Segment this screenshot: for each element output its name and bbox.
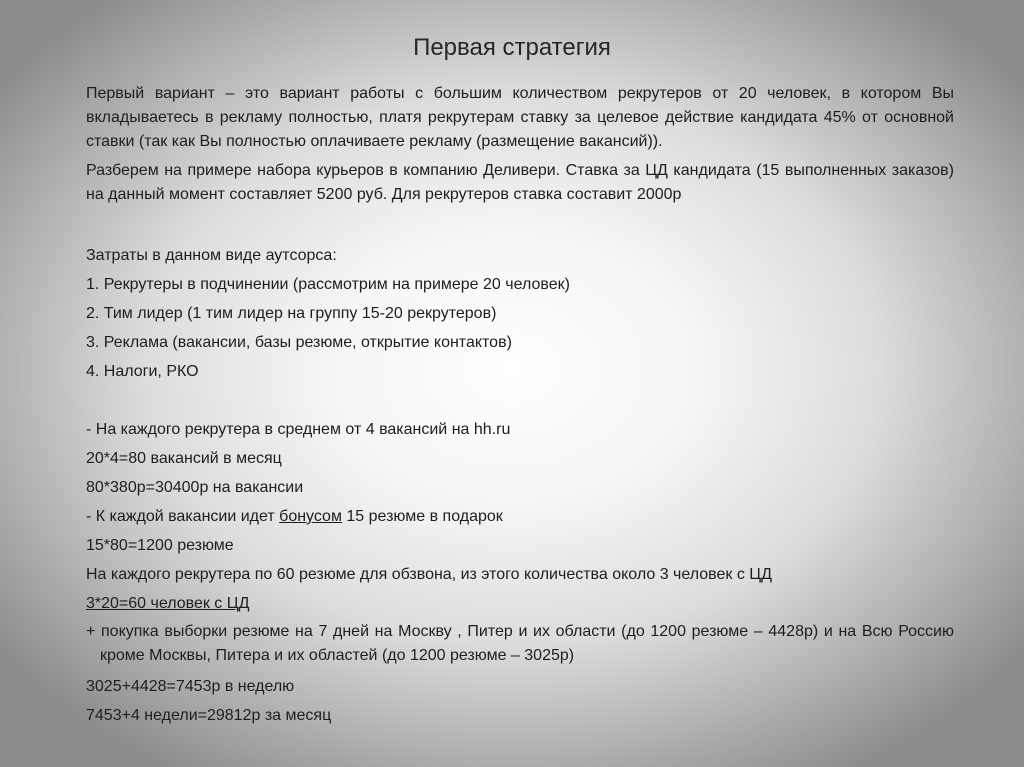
slide-body	[86, 82, 954, 730]
calc-line-candidates-total: 3*20=60 человек с ЦД	[86, 595, 250, 612]
calc-line-resumes-per-recruiter: На каждого рекрутера по 60 резюме для обзвона, из этого количества около 3 человек с ЦД	[86, 566, 772, 583]
calc-line-vacancies-month: 20*4=80 вакансий в месяц	[86, 450, 282, 467]
calc-line-resumes-total: 15*80=1200 резюме	[86, 537, 234, 554]
spacer	[86, 386, 954, 415]
calc-line-monthly-cost: 7453+4 недели=29812р за месяц	[86, 707, 332, 724]
slide-title: Первая стратегия	[413, 34, 611, 61]
intro-paragraph: Первый вариант – это вариант работы с большим количеством рекрутеров от 20 человек, в котором Вы вкладываетесь в рекламу полностью, платя рекрутерам ставку за целевое действие кандидата 45% от основной ставки (так как Вы полностью оплачиваете рекламу (размещение вакансий)).	[86, 85, 954, 150]
calc-line-vacancy-cost: 80*380р=30400р на вакансии	[86, 479, 304, 496]
bonus-link[interactable]: бонусом	[279, 508, 342, 525]
cost-item-taxes: 4. Налоги, РКО	[86, 363, 199, 380]
calc-line-resume-purchase: + покупка выборки резюме на 7 дней на Москву , Питер и их области (до 1200 резюме – 4428р) и на Всю Россию кроме Москвы, Питера и их областей (до 1200 резюме – 3025р)	[86, 623, 954, 664]
example-paragraph: Разберем на примере набора курьеров в компанию Деливери. Ставка за ЦД кандидата (15 выполненных заказов) на данный момент составляет 5200 руб. Для рекрутеров ставка составит 2000р	[86, 162, 954, 203]
calc-line-vacancies-per-recruiter: - На каждого рекрутера в среднем от 4 вакансий на hh.ru	[86, 421, 511, 438]
calc-line-bonus-prefix: - К каждой вакансии идет	[86, 508, 280, 525]
cost-item-recruiters: 1. Рекрутеры в подчинении (рассмотрим на примере 20 человек)	[86, 276, 570, 293]
spacer	[86, 212, 954, 241]
cost-item-team-lead: 2. Тим лидер (1 тим лидер на группу 15-20 рекрутеров)	[86, 305, 497, 322]
cost-item-advertising: 3. Реклама (вакансии, базы резюме, открытие контактов)	[86, 334, 512, 351]
calc-line-bonus-suffix: 15 резюме в подарок	[341, 508, 503, 525]
costs-heading: Затраты в данном виде аутсорса:	[86, 247, 337, 264]
calc-line-weekly-cost: 3025+4428=7453р в неделю	[86, 678, 295, 695]
calc-line-bonus-resumes	[86, 502, 954, 531]
